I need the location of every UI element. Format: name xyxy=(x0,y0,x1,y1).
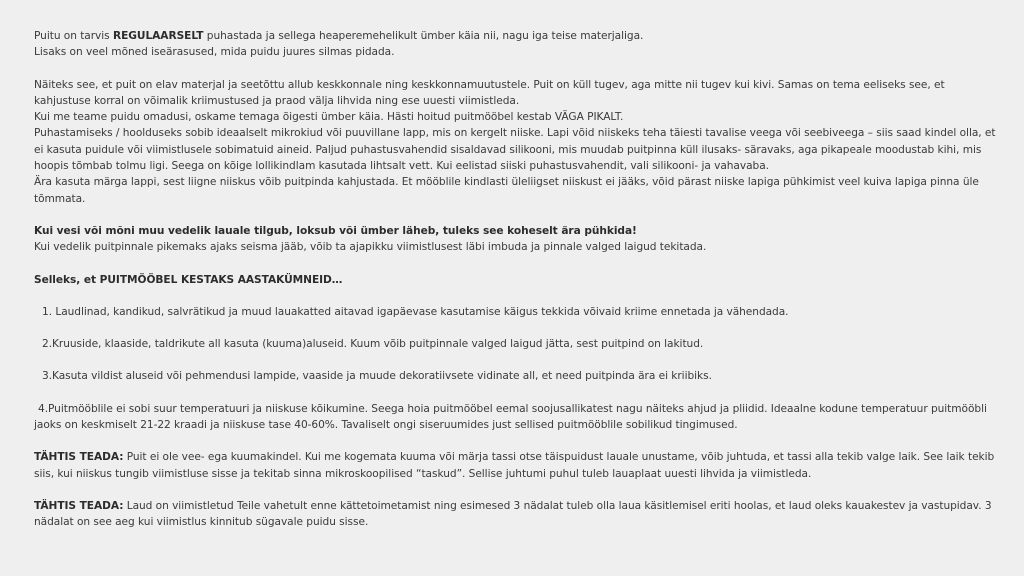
intro-text-end: puhastada ja sellega heaperemehelikult ümber käia nii, nagu iga teise materjaliga. xyxy=(203,30,644,42)
list-number: 2. xyxy=(42,338,53,351)
paragraph-cleaning: Puhastamiseks / hoolduseks sobib ideaalselt mikrokiud või puuvillane lapp, mis on kergelt niiske. Lapi võid niiskeks teha täiesti tavalise veega või seebiveega – siis saad kindel olla, et ei kasuta puidule või viimistlusele sobimatuid aineid. Paljud puhastusvahendid sisaldavad silikooni, mis muudab puitpinna küll ilusaks- säravaks, aga pikapeale moodustab kihi, mis hoopis tõmbab tolmu ligi. Seega on kõige lollikindlam kasutada lihtsalt vett. Kui eelistad siiski puhastusvahendit, vali silikooni- ja vahavaba. xyxy=(34,127,996,173)
list-number: 4. xyxy=(38,402,49,415)
spill-text: Kui vedelik puitpinnale pikemaks ajaks seisma jääb, võib ta ajapikku viimistlusest läbi imbuda ja pinnale valged laigud tekitada. xyxy=(34,241,707,254)
spacer xyxy=(34,256,996,272)
list-item xyxy=(34,401,996,434)
list-text: Laudlinad, kandikud, salvrätikud ja muud lauakatted aitavad igapäevase kasutamise käigus tekkida võivaid kriime ennetada ja vähendada. xyxy=(55,305,789,318)
spacer xyxy=(34,482,996,498)
intro-line-2: Lisaks on veel mõned iseärasused, mida puidu juures silmas pidada. xyxy=(34,46,395,59)
note-text: Laud on viimistletud Teile vahetult enne kättetoimetamist ning esimesed 3 nädalat tuleb olla laua käsitlemisel eriti hoolas, et laud oleks kauakestev ja vastupidav. 3 nädalat on see aeg kui viimistlus kinnitub sügavale puidu sisse. xyxy=(34,499,992,529)
paragraph-wood-nature: Näiteks see, et puit on elav materjal ja seetõttu allub keskkonnale ning keskkonnamuutustele. Puit on küll tugev, aga mitte nii tugev kui kivi. Samas on tema eeliseks see, et kahjustuse korral on võimalik kriimustused ja praod välja lihvida ning ese uuesti viimistleda. xyxy=(34,78,945,107)
list-item xyxy=(34,368,996,384)
intro-line-1 xyxy=(34,28,996,44)
intro-emphasis: REGULAARSELT xyxy=(112,30,204,42)
intro-text-start: Puitu on tarvis xyxy=(34,30,113,42)
list-item xyxy=(34,304,996,320)
note-label: TÄHTIS TEADA: xyxy=(34,499,124,512)
spacer xyxy=(34,352,996,368)
paragraph-wet-cloth: Ära kasuta märga lappi, sest liigne niiskus võib puitpinda kahjustada. Et mööblile kindlasti üleliigset niiskust ei jääks, võid pärast niiske lapiga pühkimist veel kuiva lapiga pinna üle tõmmata. xyxy=(34,176,979,205)
important-note-2 xyxy=(34,498,996,531)
important-note-1 xyxy=(34,449,996,482)
article-body xyxy=(34,28,996,531)
paragraph-know-properties: Kui me teame puidu omadusi, oskame temaga õigesti ümber käia. Hästi hoitud puitmööbel kestab VÄGA PIKALT. xyxy=(34,111,624,124)
spacer xyxy=(34,207,996,223)
spacer xyxy=(34,433,996,449)
list-number: 1. xyxy=(42,305,53,318)
note-label: TÄHTIS TEADA: xyxy=(34,451,124,464)
list-text: Kruuside, klaaside, taldrikute all kasuta (kuuma)aluseid. Kuum võib puitpinnale valged laigud jätta, sest puitpind on lakitud. xyxy=(52,338,704,351)
list-text: Puitmööblile ei sobi suur temperatuuri ja niiskuse kõikumine. Seega hoia puitmööbel eemal soojusallikatest nagu näiteks ahjud ja pliidid. Ideaalne kodune temperatuur puitmööbli jaoks on keskmiselt 21-22 kraadi ja niiskuse tase 40-60%. Tavaliselt ongi siseruumides just sellised puitmööblile sobilikud tingimused. xyxy=(34,402,987,432)
list-number: 3. xyxy=(42,370,53,383)
spacer xyxy=(34,320,996,336)
list-text: Kasuta vildist aluseid või pehmendusi lampide, vaaside ja muude dekoratiivsete vidinate all, et need puitpinda ära ei kriibiks. xyxy=(52,370,712,383)
longevity-heading: Selleks, et PUITMÖÖBEL KESTAKS AASTAKÜMNEID… xyxy=(34,273,343,286)
spacer xyxy=(34,61,996,77)
list-item xyxy=(34,336,996,352)
spacer xyxy=(34,385,996,401)
spill-heading: Kui vesi või mõni muu vedelik lauale tilgub, loksub või ümber läheb, tuleks see koheselt ära pühkida! xyxy=(34,224,637,237)
spacer xyxy=(34,288,996,304)
note-text: Puit ei ole vee- ega kuumakindel. Kui me kogemata kuuma või märja tassi otse täispuidust lauale unustame, võib juhtuda, et tassi alla tekib valge laik. See laik tekib siis, kui niiskus tungib viimistluse sisse ja tekitab sinna mikroskoopilised “taskud”. Sellise juhtumi puhul tuleb lauaplaat uuesti lihvida ja viimistleda. xyxy=(34,451,995,480)
